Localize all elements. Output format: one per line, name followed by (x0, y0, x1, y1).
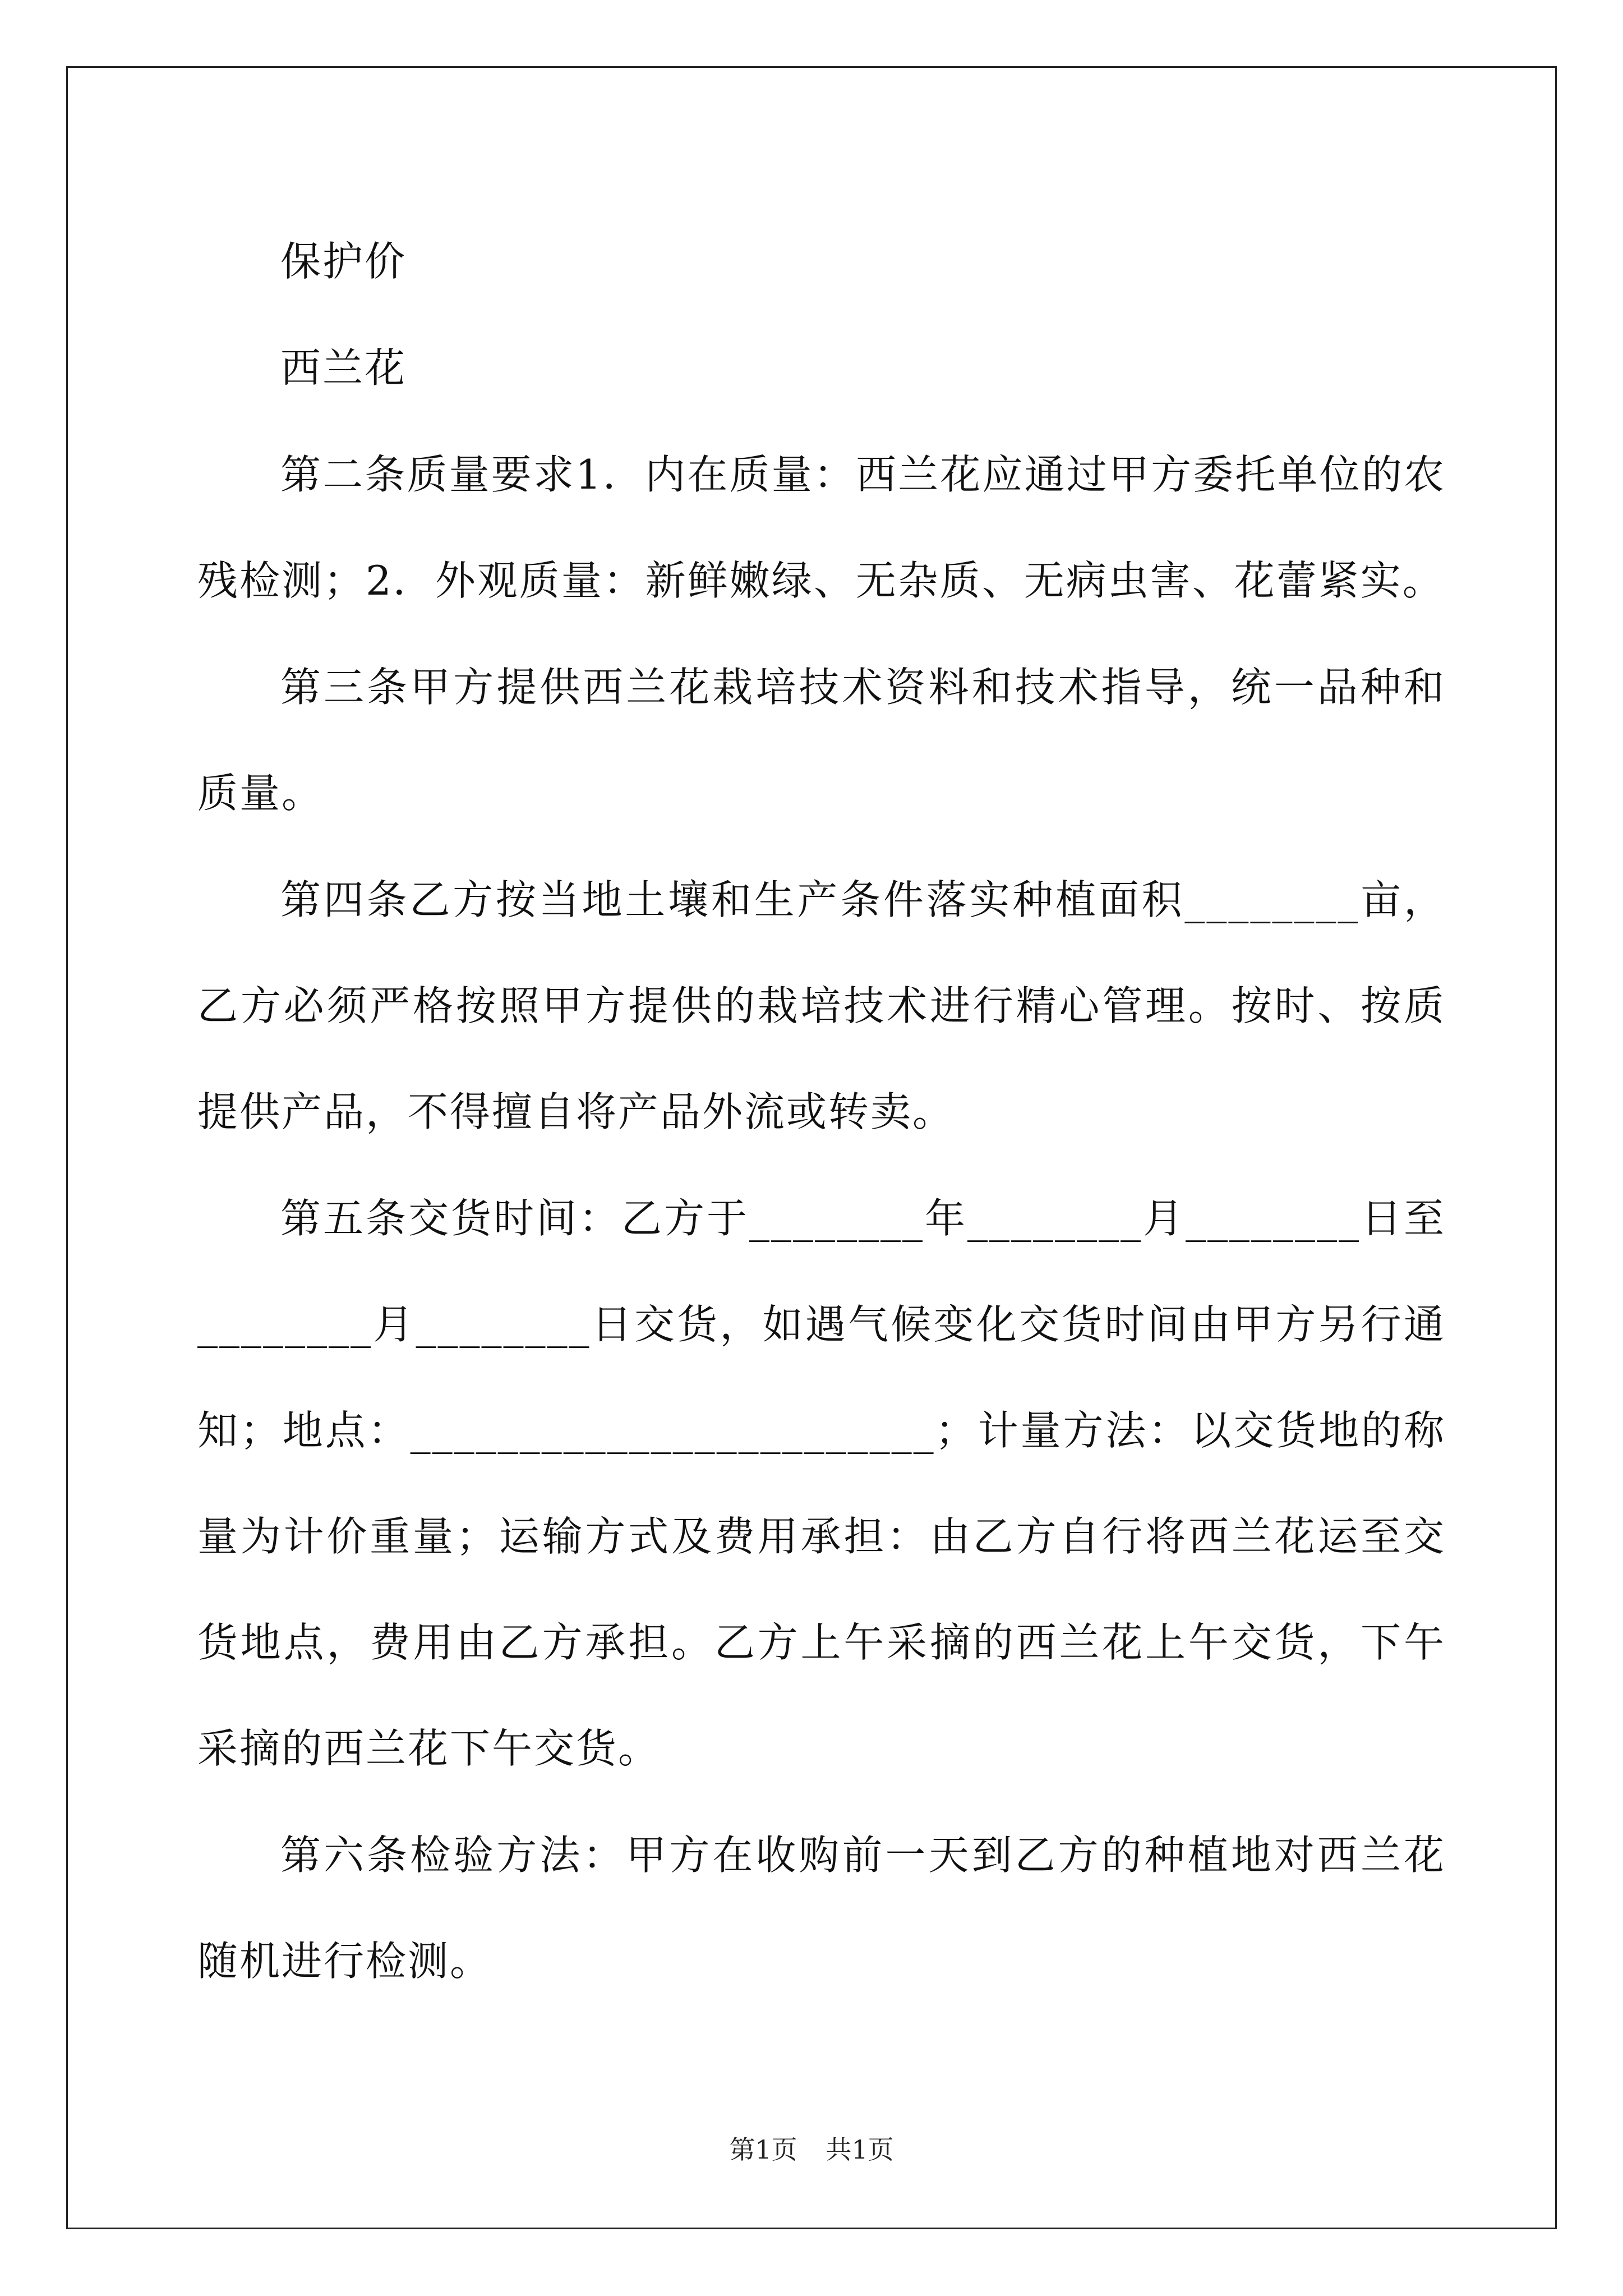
paragraph-article-5: 第五条交货时间：乙方于________年________月________日至________月________日交货，如遇气候变化交货时间由甲方另行通知；地点：________________________；计量方法：以交货地的称量为计价重量；运输方式及费用承担：由乙方自行将西兰花运至交货地点，费用由乙方承担。乙方上午采摘的西兰花上午交货，下午采摘的西兰花下午交货。 (197, 1195, 1446, 1772)
paragraph-article-4: 第四条乙方按当地土壤和生产条件落实种植面积________亩，乙方必须严格按照甲方提供的栽培技术进行精心管理。按时、按质提供产品，不得擅自将产品外流或转卖。 (197, 876, 1446, 1135)
page-number-current: 第1页 (729, 2134, 797, 2165)
paragraph-price-type: 保护价 (280, 238, 407, 285)
paragraph-product-name: 西兰花 (280, 344, 407, 392)
page-footer (0, 2129, 1623, 2166)
paragraph-article-6: 第六条检验方法：甲方在收购前一天到乙方的种植地对西兰花随机进行检测。 (197, 1832, 1446, 1985)
paragraph-article-2: 第二条质量要求1．内在质量：西兰花应通过甲方委托单位的农残检测；2．外观质量：新鲜嫩绿、无杂质、无病虫害、花蕾紧实。 (197, 451, 1446, 604)
document-body (197, 209, 1446, 2015)
page-number-total: 共1页 (826, 2134, 894, 2165)
paragraph-article-3: 第三条甲方提供西兰花栽培技术资料和技术指导，统一品种和质量。 (197, 664, 1446, 817)
